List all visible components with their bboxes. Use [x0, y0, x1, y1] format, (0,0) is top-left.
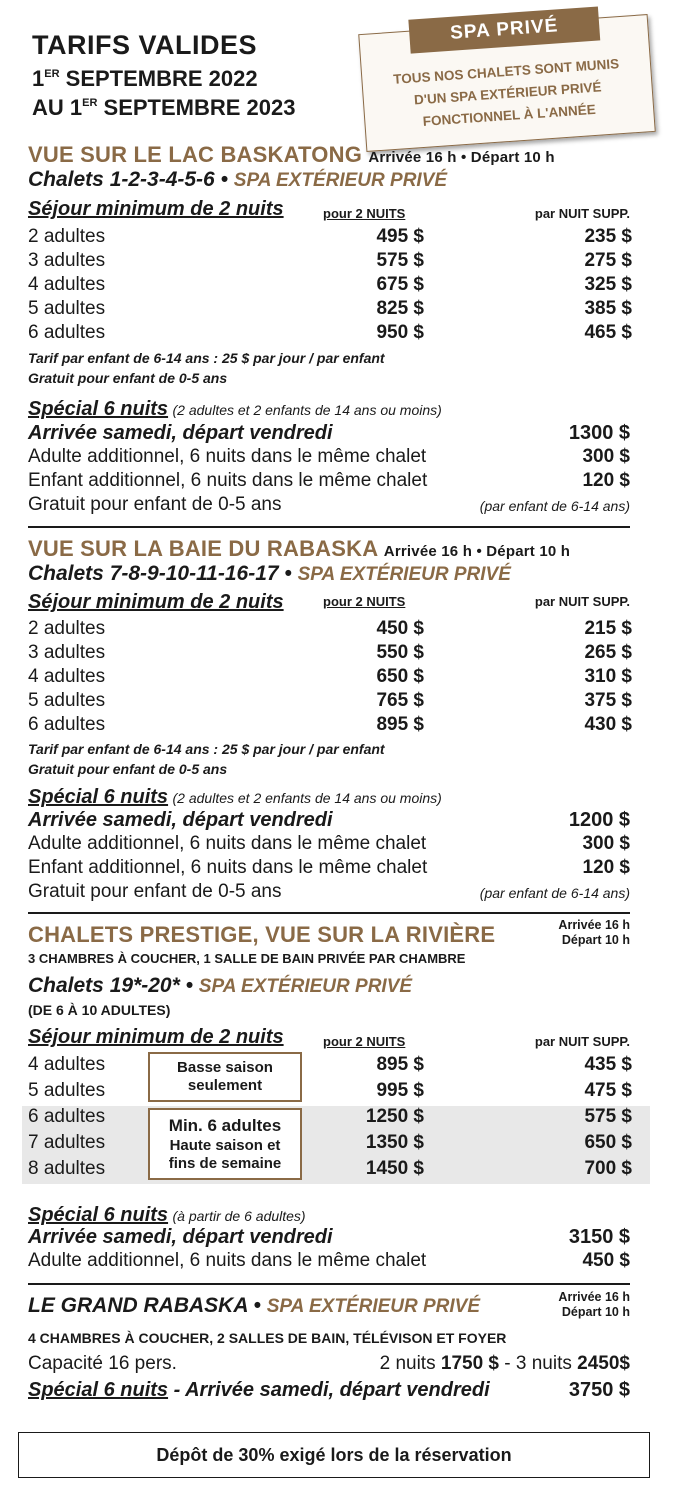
section1-extra-child: Enfant additionnel, 6 nuits dans le même chalet — [28, 470, 428, 491]
section2-extra-child: Enfant additionnel, 6 nuits dans le même chalet — [28, 857, 428, 878]
section3-subtitle: 3 CHAMBRES À COUCHER, 1 SALLE DE BAIN PRIVÉE PAR CHAMBRE — [28, 951, 466, 966]
section4-arrival: Arrivée 16 h Départ 10 h — [558, 1290, 630, 1319]
section4-title: LE GRAND RABASKA • SPA EXTÉRIEUR PRIVÉ — [28, 1294, 481, 1317]
section4-special: Spécial 6 nuits - Arrivée samedi, départ vendredi — [28, 1379, 490, 1401]
section3-capacity: (DE 6 À 10 ADULTES) — [28, 1002, 171, 1018]
table-row: 7 adultes 1350 $ 650 $ — [28, 1132, 632, 1153]
section2-extra-child-price: 120 $ — [582, 857, 630, 878]
section2-title: VUE SUR LA BAIE DU RABASKA Arrivée 16 h • Départ 10 h — [28, 536, 571, 561]
section3-title: CHALETS PRESTIGE, VUE SUR LA RIVIÈRE — [28, 922, 496, 947]
section3-extra-adult: Adulte additionnel, 6 nuits dans le même chalet — [28, 1250, 427, 1271]
table-row: 4 adultes 895 $ 435 $ — [28, 1054, 632, 1075]
section1-extra-adult: Adulte additionnel, 6 nuits dans le même chalet — [28, 446, 427, 467]
section3-min-stay: Séjour minimum de 2 nuits — [28, 1026, 284, 1048]
section2-chalets: Chalets 7-8-9-10-11-16-17 • SPA EXTÉRIEUR PRIVÉ — [28, 562, 511, 585]
table-row: 6 adultes 950 $ 465 $ — [28, 322, 632, 343]
section2-extra-adult: Adulte additionnel, 6 nuits dans le même chalet — [28, 833, 427, 854]
section3-rate-table — [28, 1054, 632, 1184]
section1-col-two-nights: pour 2 NUITS — [323, 206, 406, 221]
table-row: 3 adultes 550 $ 265 $ — [28, 642, 632, 663]
section2-special: Spécial 6 nuits (2 adultes et 2 enfants de 14 ans ou moins) — [28, 786, 442, 808]
section2-free-child-note: Gratuit pour enfant de 0-5 ans — [28, 761, 228, 777]
section3-extra-adult-price: 450 $ — [582, 1250, 630, 1271]
section4-subtitle: 4 CHAMBRES À COUCHER, 2 SALLES DE BAIN, TÉLÉVISON ET FOYER — [28, 1330, 507, 1346]
table-row: 4 adultes 675 $ 325 $ — [28, 274, 632, 295]
section1-special-line: Arrivée samedi, départ vendredi — [28, 422, 333, 444]
page-title: TARIFS VALIDES — [32, 30, 258, 60]
spa-private-tab: SPA PRIVÉ — [408, 6, 600, 53]
section1-extra-child-price: 120 $ — [582, 470, 630, 491]
validity-end: AU 1ER SEPTEMBRE 2023 — [32, 95, 296, 120]
section2-min-stay: Séjour minimum de 2 nuits — [28, 591, 284, 613]
validity-start: 1ER SEPTEMBRE 2022 — [32, 66, 258, 91]
low-season-box: Basse saison seulement — [148, 1052, 302, 1102]
table-row: 5 adultes 825 $ 385 $ — [28, 298, 632, 319]
section2-free-child: Gratuit pour enfant de 0-5 ans — [28, 881, 282, 902]
section1-child-rate-note: Tarif par enfant de 6-14 ans : 25 $ par jour / par enfant — [28, 350, 385, 366]
section3-col-two-nights: pour 2 NUITS — [323, 1034, 406, 1049]
table-row: 2 adultes 495 $ 235 $ — [28, 226, 632, 247]
section1-free-child: Gratuit pour enfant de 0-5 ans — [28, 494, 282, 515]
section2-rate-table — [28, 618, 632, 738]
table-row: 3 adultes 575 $ 275 $ — [28, 250, 632, 271]
divider — [28, 1283, 630, 1285]
section2-special-price: 1200 $ — [568, 809, 630, 831]
divider — [28, 912, 630, 914]
spa-private-text: TOUS NOS CHALETS SONT MUNIS D'UN SPA EXTÉRIEUR PRIVÉ FONCTIONNEL À L'ANNÉE — [392, 56, 620, 129]
section1-chalets: Chalets 1-2-3-4-5-6 • SPA EXTÉRIEUR PRIVÉ — [28, 168, 448, 191]
section4-capacity: Capacité 16 pers. — [28, 1353, 177, 1374]
section4-special-price: 3750 $ — [568, 1379, 630, 1401]
table-row: 8 adultes 1450 $ 700 $ — [28, 1158, 632, 1179]
section3-col-extra: par NUIT SUPP. — [534, 1034, 630, 1049]
section2-special-line: Arrivée samedi, départ vendredi — [28, 809, 333, 831]
section1-title: VUE SUR LE LAC BASKATONG Arrivée 16 h • Départ 10 h — [28, 142, 555, 167]
section3-special-price: 3150 $ — [568, 1226, 630, 1248]
table-row: 2 adultes 450 $ 215 $ — [28, 618, 632, 639]
table-row: 4 adultes 650 $ 310 $ — [28, 666, 632, 687]
section1-min-stay: Séjour minimum de 2 nuits — [28, 198, 284, 220]
section1-rate-table — [28, 226, 632, 346]
deposit-notice: Dépôt de 30% exigé lors de la réservation — [18, 1432, 650, 1478]
spa-private-callout — [358, 14, 656, 152]
section3-special: Spécial 6 nuits (à partir de 6 adultes) — [28, 1204, 306, 1226]
section2-child-rate-note: Tarif par enfant de 6-14 ans : 25 $ par jour / par enfant — [28, 741, 385, 757]
table-row: 5 adultes 765 $ 375 $ — [28, 690, 632, 711]
section1-special: Spécial 6 nuits (2 adultes et 2 enfants de 14 ans ou moins) — [28, 398, 442, 420]
table-row: 5 adultes 995 $ 475 $ — [28, 1080, 632, 1101]
section2-col-two-nights: pour 2 NUITS — [323, 594, 406, 609]
section1-free-child-note: Gratuit pour enfant de 0-5 ans — [28, 370, 228, 386]
section3-special-line: Arrivée samedi, départ vendredi — [28, 1226, 333, 1248]
section3-arrival: Arrivée 16 h Départ 10 h — [558, 918, 630, 947]
divider — [28, 526, 630, 528]
section1-extra-adult-price: 300 $ — [582, 446, 630, 467]
section3-chalets: Chalets 19*-20* • SPA EXTÉRIEUR PRIVÉ — [28, 974, 413, 997]
section1-col-extra: par NUIT SUPP. — [534, 206, 630, 221]
section2-col-extra: par NUIT SUPP. — [534, 594, 630, 609]
table-row: 6 adultes 1250 $ 575 $ — [28, 1106, 632, 1127]
section1-per-child: (par enfant de 6-14 ans) — [479, 498, 630, 514]
section4-prices: 2 nuits 1750 $ - 3 nuits 2450$ — [379, 1353, 630, 1374]
high-season-box: Min. 6 adultes Haute saison et fins de semaine — [148, 1108, 302, 1180]
section1-special-price: 1300 $ — [568, 422, 630, 444]
table-row: 6 adultes 895 $ 430 $ — [28, 714, 632, 735]
section2-extra-adult-price: 300 $ — [582, 833, 630, 854]
section2-per-child: (par enfant de 6-14 ans) — [479, 885, 630, 901]
